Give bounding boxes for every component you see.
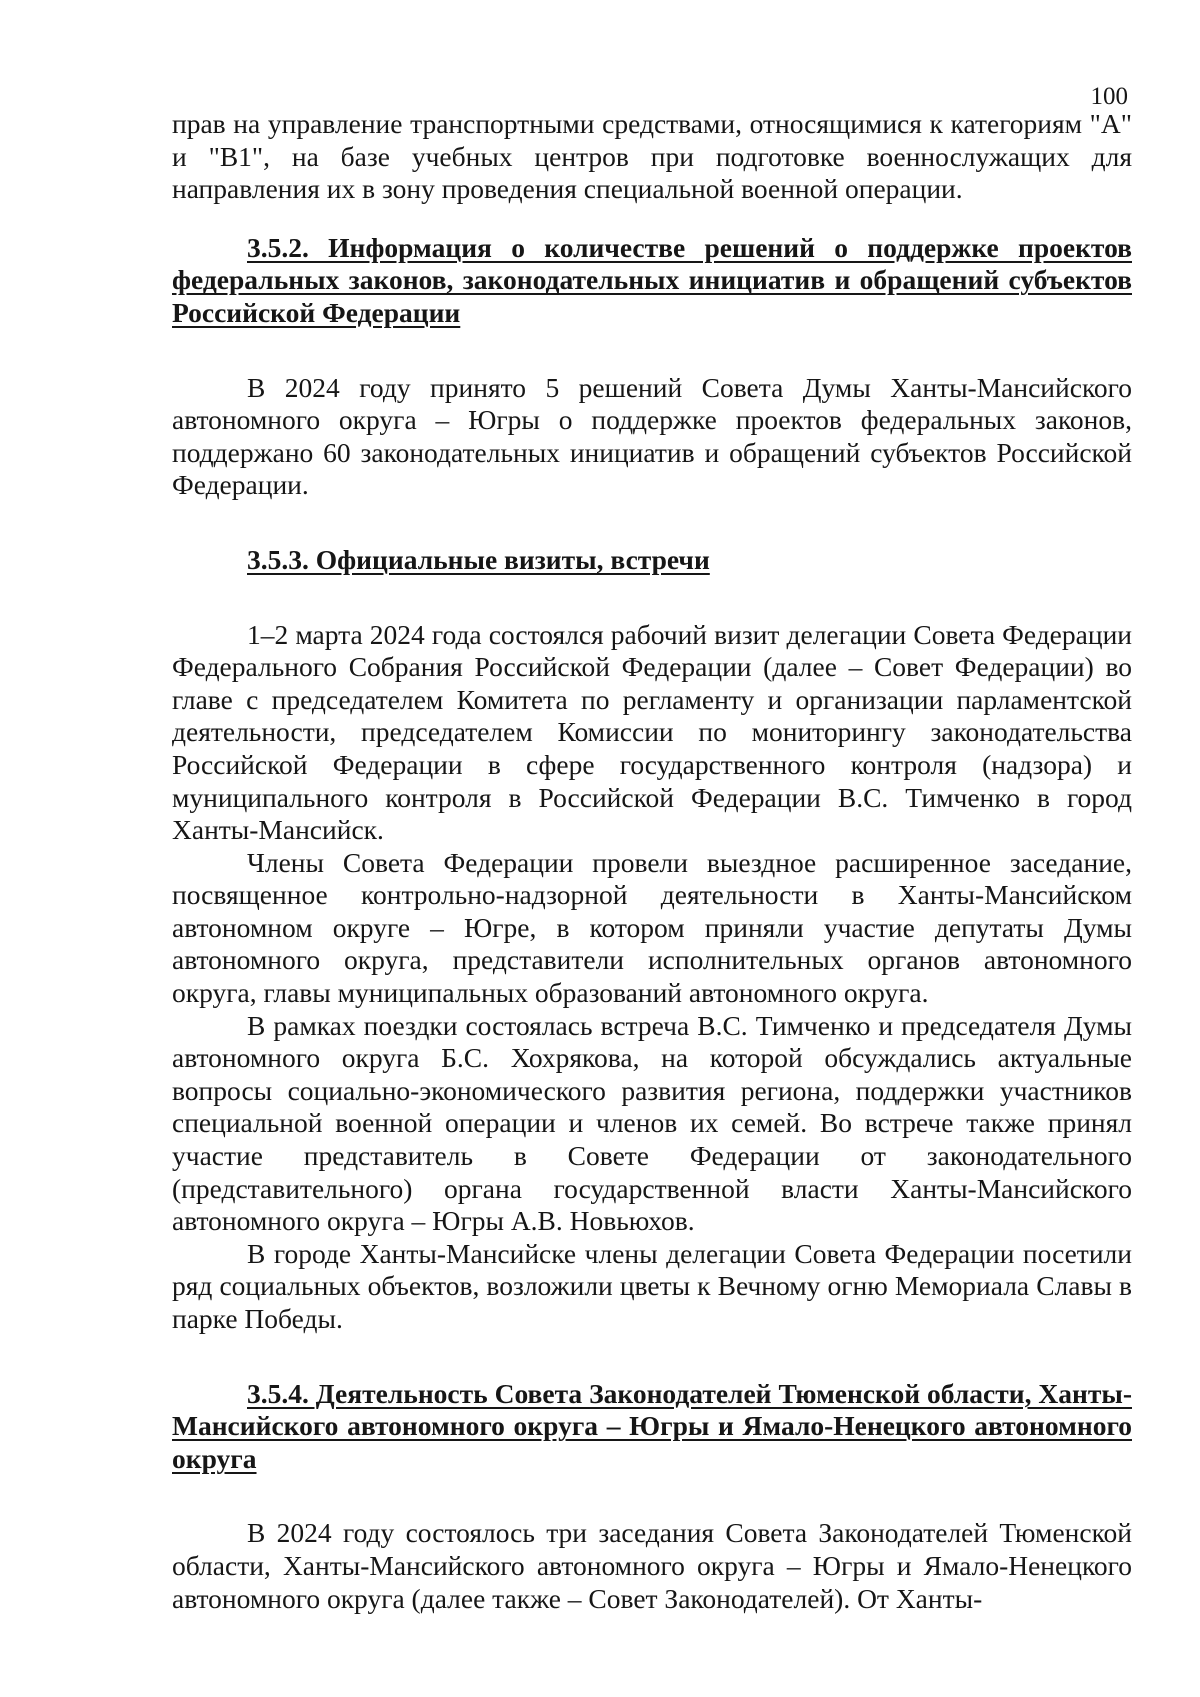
paragraph-trip: В рамках поездки состоялась встреча В.С. Тимченко и председателя Думы автономного округа Б.С. Хохрякова, на которой обсуждались актуальные вопросы социально-экономического развития региона, поддержки участников специальной военной операции и членов их семей. Во встрече также принял участие представитель в Совете Федерации от законодательного (представительного) органа государственной власти Ханты-Мансийского автономного округа – Югры А.В. Новьюхов. bbox=[172, 1009, 1132, 1237]
document-body bbox=[172, 108, 1132, 1615]
page-number: 100 bbox=[1090, 83, 1128, 110]
section-heading-3-5-2: 3.5.2. Информация о количестве решений о поддержке проектов федеральных законов, законодательных инициатив и обращений субъектов Российской Федерации bbox=[172, 231, 1132, 328]
paragraph-meeting: Члены Совета Федерации провели выездное расширенное заседание, посвященное контрольно-надзорной деятельности в Ханты-Мансийском автономном округе – Югре, в котором приняли участие депутаты Думы автономного округа, представители исполнительных органов автономного округа, главы муниципальных образований автономного округа. bbox=[172, 846, 1132, 1009]
section-heading-3-5-4: 3.5.4. Деятельность Совета Законодателей Тюменской области, Ханты-Мансийского автономного округа – Югры и Ямало-Ненецкого автономного округа bbox=[172, 1377, 1132, 1474]
paragraph-city: В городе Ханты-Мансийске члены делегации Совета Федерации посетили ряд социальных объектов, возложили цветы к Вечному огню Мемориала Славы в парке Победы. bbox=[172, 1237, 1132, 1334]
paragraph-decisions: В 2024 году принято 5 решений Совета Думы Ханты-Мансийского автономного округа – Югры о поддержке проектов федеральных законов, поддержано 60 законодательных инициатив и обращений субъектов Российской Федерации. bbox=[172, 371, 1132, 501]
paragraph-council: В 2024 году состоялось три заседания Совета Законодателей Тюменской области, Ханты-Мансийского автономного округа – Югры и Ямало-Ненецкого автономного округа (далее также – Совет Законодателей). От Ханты- bbox=[172, 1517, 1132, 1614]
section-heading-3-5-3: 3.5.3. Официальные визиты, встречи bbox=[247, 543, 710, 575]
paragraph-continuation: прав на управление транспортными средствами, относящимися к категориям "А" и "В1", на базе учебных центров при подготовке военнослужащих для направления их в зону проведения специальной военной операции. bbox=[172, 108, 1132, 205]
paragraph-visit: 1–2 марта 2024 года состоялся рабочий визит делегации Совета Федерации Федерального Собрания Российской Федерации (далее – Совет Федерации) во главе с председателем Комитета по регламенту и организации парламентской деятельности, председателем Комиссии по мониторингу законодательства Российской Федерации в сфере государственного контроля (надзора) и муниципального контроля в Российской Федерации В.С. Тимченко в город Ханты-Мансийск. bbox=[172, 618, 1132, 846]
